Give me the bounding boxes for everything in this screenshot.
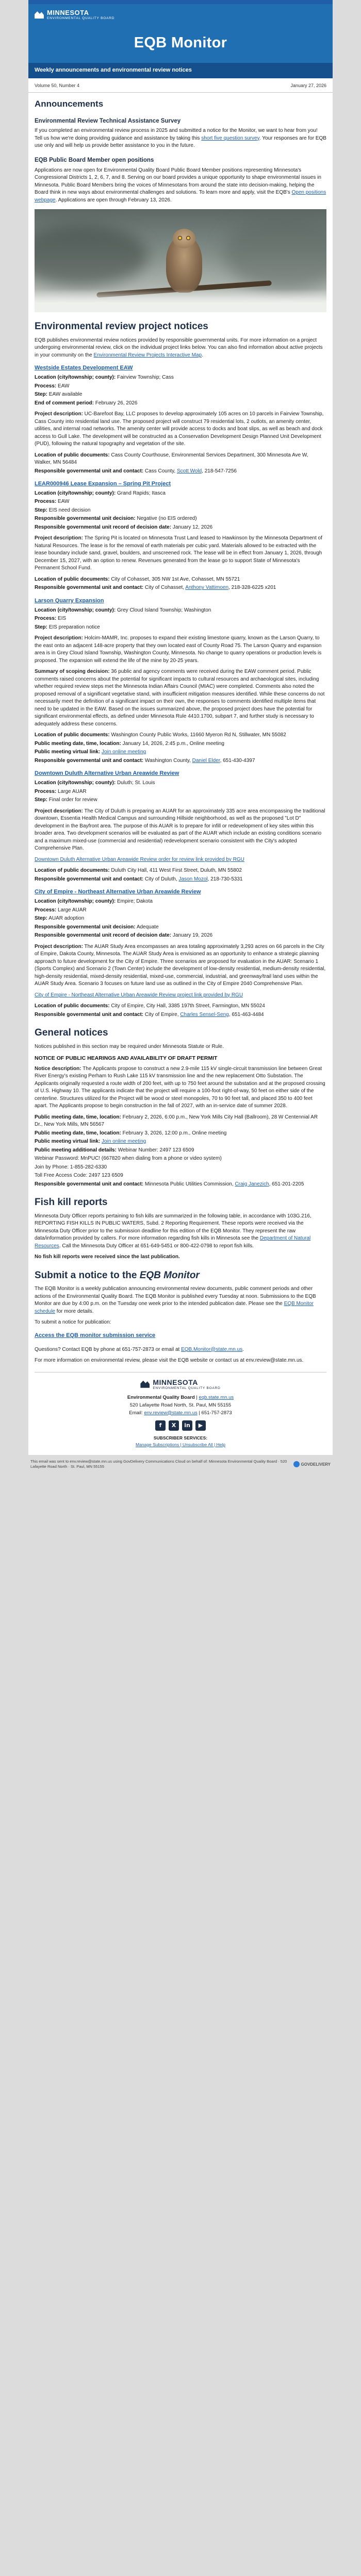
- project-notice: [35, 888, 326, 1019]
- project-docs: Location of public documents: City of Empire, City Hall, 3385 197th Street, Farmington, MN 55024: [35, 1003, 265, 1009]
- project-title-link[interactable]: LEAR000946 Lease Expansion – Spring Pit Project: [35, 481, 171, 487]
- footer-email-link[interactable]: env.review@state.mn.us: [144, 1410, 198, 1416]
- dnr-link[interactable]: Department of Natural Resources: [35, 1235, 311, 1249]
- mn-logo[interactable]: [35, 9, 326, 21]
- board-text: Applications are now open for Environmental Quality Board Public Board Member positions representing Minnesota's Congressional Districts 1, 2, 6, 7, and 8. Serving on our board provides a unique opportunity to shape environmental issues in Minnesota. Public Board Members bring the voices of Minnesotans from around the state into decision-making, helping the Board think in new ways about environmental challenges and solutions. To learn more and apply, visit the EQB's Open positions webpage. Applications are open through February 13, 2026.: [35, 167, 326, 203]
- project-docs: Location of public documents: Washington County Public Works, 11660 Myeron Rd N, Stillwater, MN 55082: [35, 732, 286, 738]
- tagline: Weekly announcements and environmental review notices: [28, 63, 333, 78]
- contact-link[interactable]: Anthony Vattimoen: [185, 585, 229, 591]
- notice-extra-lines: [35, 1155, 326, 1180]
- monitor-email-link[interactable]: EQB.Monitor@state.mn.us: [181, 1346, 243, 1352]
- govdelivery-badge[interactable]: GOVDELIVERY: [293, 1459, 331, 1470]
- issue-volume: Volume 50, Number 4: [35, 82, 80, 88]
- contact-link[interactable]: Charles Sensel-Seng: [180, 1011, 229, 1018]
- project-description: Project description: The AUAR Study Area encompasses an area totaling approximately 3,293 acres on 66 parcels in the City of Empire, Dakota County, Minnesota. The AUAR Study Area is envisioned as an opportunity to enhance a strategic planning approach to future development for the City of Empire. Three scenarios are proposed for evaluation in the AUAR: Scenario 1 (Sports Complex) and Scenario 2 (Town Center) include the development of low-density residential, medium-density residential, high-density residential, mixed-density residential, mixed-use, commercial, industrial, and greenway/trail land uses within the AUAR Study Area. Scenario 3 focuses on future land use as outlined in the City of Empire 2040 Comprehensive Plan.: [35, 943, 326, 987]
- project-field: Location (city/township; county): Duluth; St. Louis: [35, 780, 155, 786]
- project-field: Process: Large AUAR: [35, 907, 87, 913]
- owl-head: [173, 229, 195, 248]
- masthead-title: EQB Monitor: [134, 35, 227, 51]
- scoping-summary: Summary of scoping decision: 36 public and agency comments were received during the EAW comment period. Public comments raised concerns about the potential for significant impacts to cultural resources and archaeological sites, including whether required review steps met the Minnesota Indian Affairs Council (MIAC) were completed. Comments also noted the proposed removal of a significant vegetative stand, with insufficient mitigation measures identified. While these concerns do not necessarily meet the definition of a significant impact on their own, the responses to comments identified multiple items that need to be updated in the EAW. Based on the issues summarized above, the proposed project does have the potential for significant environmental effects, as defined under Minnesota Rule 4410.1700, subpart 7, and further study is necessary to adequately address these concerns.: [35, 669, 325, 727]
- snow: [35, 289, 326, 312]
- top-strip: [28, 0, 333, 4]
- linkedin-icon[interactable]: in: [182, 1420, 192, 1431]
- meeting-field: Public meeting virtual link: Join online meeting: [35, 749, 146, 755]
- review-heading: Environmental review project notices: [35, 321, 208, 332]
- project-doc-link[interactable]: City of Empire - Northeast Alternative Urban Areawide Review project link provided by RGU: [35, 992, 243, 998]
- survey-text: If you completed an environmental review process in 2025 and submitted a notice for the Monitor, we want to hear from you! Tell us how we're doing providing guidance and assistance by taking this short five question survey. Your responses are for EQB use only and will help us provide better assistance to you in the future.: [35, 128, 326, 149]
- notice-field: Public meeting additional details: Webinar Number: 2497 123 6509: [35, 1147, 194, 1153]
- project-field: Process: EIS: [35, 616, 67, 622]
- main-content: [28, 98, 333, 1372]
- meeting-field: Public meeting date, time, location: January 14, 2026, 2:45 p.m., Online meeting: [35, 740, 224, 747]
- project-description: Project description: UC-Barefoot Bay, LLC proposes to develop approximately 105 acres on 10 parcels in Fairview Township, Cass County into residential land use. The proposed project will construct 79 residential lots, 2 outlots, an amenity center, utilities, and internal road networks. The amenity center will provide access to docks and boat slips, as well as beach and dock access to Gull Lake. The development will be constructed as a Conservation Development Design Planned Unit Development (PUD), following the natural topography and vegetation of the site.: [35, 411, 324, 447]
- subscriber-title: SUBSCRIBER SERVICES:: [153, 1435, 208, 1441]
- project-field: Responsible governmental unit decision: Adequate: [35, 924, 159, 930]
- footer-email-line: Email: env.review@state.mn.us | 651-757-2873: [129, 1410, 232, 1416]
- project-field: Process: Large AUAR: [35, 788, 87, 794]
- project-list: [35, 364, 326, 1019]
- newsletter: [28, 0, 333, 1455]
- project-field: Step: EAW available: [35, 392, 83, 397]
- notice-extra-line: Toll Free Access Code: 2497 123 6509: [35, 1173, 123, 1179]
- project-field: Step: EIS need decision: [35, 507, 91, 513]
- website-link[interactable]: eqb.state.mn.us: [199, 1395, 234, 1401]
- notice-description: Notice description: The Applicants propose to construct a new 2.9-mile 115 kV single-circuit transmission line between Great River Energy's existing Perham to Rush Lake 115 kV transmission line and the new replacement Otto Substation. The Applicants originally requested a route width of 200 feet, with up to 750 feet around the substation and at the proposed crossing of U.S. Highway 10. The applicants indicate that the project will require a 100-foot right-of-way, 50 feet on either side of the centerline. Structures utilized for the Project will be wood or steel monopoles, 70 to 90 feet tall, and placed 350 to 400 feet apart. The Applicants propose to begin construction in the fall of 2027, with an in-service date of summer 2028.: [35, 1065, 325, 1109]
- fish-text: Minnesota Duty Officer reports pertaining to fish kills are summarized in the following table, in accordance with 103G.216, REPORTING FISH KILLS IN PUBLIC WATERS, Subd. 2 Reporting Requirement. These reports were received via the Minnesota Duty Officer prior to the submission deadline for this edition of the EQB Monitor. They represent the raw data/information provided by callers. For more information regarding fish kills in Minnesota see the Department of Natural Resources. Call the Minnesota Duty Officer at 651-649-5451 or 800-422-0798 to report fish kills.: [35, 1213, 311, 1249]
- footer-logo[interactable]: MINNESOTA ENVIRONMENTAL QUALITY BOARD: [28, 1379, 333, 1391]
- questions-text: Questions? Contact EQB by phone at 651-757-2873 or email at EQB.Monitor@state.mn.us.: [35, 1346, 244, 1352]
- project-field: Step: AUAR adoption: [35, 916, 85, 922]
- project-notice: [35, 770, 326, 883]
- project-title-link[interactable]: Larson Quarry Expansion: [35, 597, 104, 604]
- owl-eye-right: [186, 236, 190, 240]
- fish-heading: Fish kill reports: [35, 1197, 108, 1208]
- submit-heading: Submit a notice to the EQB Monitor: [35, 1269, 200, 1281]
- project-field: Location (city/township; county): Fairview Township; Cass: [35, 375, 174, 380]
- owl-eye-left: [178, 236, 182, 240]
- notice-contact-link[interactable]: Craig Janezich: [235, 1181, 269, 1187]
- open-positions-link[interactable]: Open positions webpage: [35, 190, 326, 203]
- project-field: Process: EAW: [35, 383, 70, 389]
- notice-field: Public meeting date, time, location: February 2, 2026, 6:00 p.m., New York Mills City Hall (Ballroom), 28 W Centennial AR Dr., New York Mills, MN 56567: [35, 1114, 318, 1128]
- project-contact: Responsible governmental unit and contact: City of Empire, Charles Sensel-Seng, 651-463-4484: [35, 1011, 264, 1018]
- schedule-link[interactable]: EQB Monitor schedule: [35, 1301, 314, 1314]
- project-notice: [35, 364, 326, 475]
- project-field: Location (city/township; county): Grand Rapids; Itasca: [35, 490, 166, 496]
- issue-info: [28, 78, 333, 93]
- footer-address: 520 Lafayette Road North, St. Paul, MN 55155: [129, 1402, 232, 1408]
- project-field: Responsible governmental unit record of decision date: January 19, 2026: [35, 933, 213, 939]
- project-field: Location (city/township; county): Empire; Dakota: [35, 899, 153, 905]
- facebook-icon[interactable]: f: [155, 1420, 166, 1431]
- notice-extra-line: Join by Phone: 1-855-282-6330: [35, 1164, 107, 1170]
- notice-field: Public meeting virtual link: Join online meeting: [35, 1139, 146, 1145]
- project-contact: Responsible governmental unit and contact: City of Cohasset, Anthony Vattimoen, 218-328-6225 x201: [35, 585, 276, 591]
- owl-photo: [35, 209, 326, 312]
- board-title: EQB Public Board Member open positions: [35, 157, 154, 163]
- general-intro: Notices published in this section may be required under Minnesota Statute or Rule.: [35, 1043, 224, 1049]
- to-submit: To submit a notice for publication:: [35, 1319, 111, 1326]
- footer: [28, 1372, 333, 1455]
- submit-text: The EQB Monitor is a weekly publication announcing environmental review documents, public comment periods and other actions of the Environmental Quality Board. The EQB Monitor is published every Tuesday at noon. Submissions to the EQB Monitor are due by 4:00 p.m. on the Tuesday one week prior to the intended publication date. Please see the EQB Monitor schedule for more details.: [35, 1286, 316, 1314]
- mn-state-icon: [35, 11, 44, 19]
- project-contact: Responsible governmental unit and contact: Washington County, Daniel Elder, 651-430-4397: [35, 757, 255, 764]
- project-contact: Responsible governmental unit and contact: City of Duluth, Jason Mozol, 218-730-5331: [35, 876, 243, 882]
- project-title-link[interactable]: Westside Estates Development EAW: [35, 365, 133, 371]
- contact-link[interactable]: Scott Wold: [176, 468, 202, 474]
- project-doc: [35, 992, 326, 999]
- project-docs: Location of public documents: Duluth City Hall, 411 West First Street, Duluth, MN 55802: [35, 868, 242, 874]
- project-description: Project description: Holcim-MAMR, Inc. proposes to expand their existing limestone quarry, known as the Larson Quarry, to the east onto an adjacent 148-acre property that they own located east of County Road 75. The Larson Quarry and expansion area is in Grey Cloud Island Township, Washington County, Minnesota. No change to quarry operations or production levels is proposed. The expansion will extend the life of the mine by 20-25 years.: [35, 635, 322, 664]
- project-notice: [35, 480, 326, 592]
- project-docs: Location of public documents: City of Cohasset, 305 NW 1st Ave, Cohasset, MN 55721: [35, 576, 240, 582]
- issue-date: January 27, 2026: [290, 82, 326, 88]
- social-links: [28, 1420, 333, 1431]
- govdelivery-text: This email was sent to env.review@state.mn.us using GovDelivery Communications Cloud on behalf of: Minnesota Environmental Quality Board · 520 Lafayette Road North · St. Paul, MN 55155: [30, 1459, 287, 1469]
- project-field: Responsible governmental unit decision: Negative (no EIS ordered): [35, 516, 197, 522]
- project-contact: Responsible governmental unit and contact: Cass County, Scott Wold, 218-547-7256: [35, 468, 237, 474]
- notice-fields: [35, 1114, 326, 1155]
- project-field: End of comment period: February 26, 2026: [35, 400, 138, 406]
- footer-agency-line: Environmental Quality Board | eqb.state.mn.us: [127, 1395, 234, 1401]
- subscriber-links[interactable]: Manage Subscriptions | Unsubscribe All | Help: [135, 1442, 226, 1447]
- notice-extra-line: Webinar Password: MnPUC! (667820 when dialing from a phone or video system): [35, 1156, 222, 1162]
- project-description: Project description: The City of Duluth is preparing an AUAR for an approximately 335 acre area encompassing the traditional downtown, Essentia Health Medical Campus and surrounding Hillside neighborhood, as well as the proposed "Lot D" development in the Bayfront area. The purpose of this AUAR is to prepare for infill or redevelopment of key sites within this broader area. Two development scenarios will be evaluated as part of the AUAR which include an existing conditions scenario and a maximum mixed-use (commercial and residential) redevelopment scenario consistent with the City's adopted Comprehensive Plan.: [35, 808, 325, 852]
- header: [28, 4, 333, 78]
- notice-title: NOTICE OF PUBLIC HEARINGS AND AVAILABILITY OF DRAFT PERMIT: [35, 1055, 218, 1062]
- contact-link[interactable]: Jason Mozol: [178, 876, 208, 882]
- project-description: Project description: The Spring Pit is located on Minnesota Trust Land leased to Hawkinson by the Minnesota Department of Natural Resources. The lease is for the removal of earth materials per cubic yard. Materials allowed to be extracted with the lease boundary include sand, gravel, boulders, and unscreened rock. The lease will be in effect from January 1, 2026, through December 15, 2027, with an option to renew. Revenues generated from the lease go to support State of Minnesota's Permanent School Fund.: [35, 535, 322, 571]
- project-field: Process: EAW: [35, 499, 70, 505]
- logo-agency: ENVIRONMENTAL QUALITY BOARD: [47, 16, 115, 21]
- meeting-link[interactable]: Join online meeting: [102, 749, 146, 755]
- fish-none: No fish kill reports were received since the last publication.: [35, 1254, 180, 1260]
- logo-state: MINNESOTA: [47, 9, 89, 17]
- meeting-link[interactable]: Join online meeting: [102, 1139, 146, 1145]
- project-title-link[interactable]: City of Empire - Northeast Alternative Urban Areawide Review: [35, 889, 201, 895]
- project-field: Step: Final order for review: [35, 797, 97, 803]
- review-intro: EQB publishes environmental review notices provided by responsible governmental units. For more information on a project undergoing environmental review, click on the individual project links below. You can also find information about active projects in your community on the Environmental Review Projects Interactive Map.: [35, 337, 323, 358]
- project-field: Step: EIS preparation notice: [35, 624, 100, 630]
- more-info-text: For more information on environmental review, please visit the EQB website or contact us at env.review@state.mn.us.: [35, 1358, 304, 1364]
- survey-title: Environmental Review Technical Assistance Survey: [35, 117, 181, 124]
- interactive-map-link[interactable]: Environmental Review Projects Interactive Map: [93, 352, 202, 358]
- project-title-link[interactable]: Downtown Duluth Alternative Urban Areawide Review: [35, 770, 179, 777]
- survey-link[interactable]: short five question survey: [201, 135, 259, 141]
- govdelivery-icon: [293, 1461, 300, 1467]
- mn-state-icon: [140, 1381, 150, 1388]
- project-field: Location (city/township; county): Grey Cloud Island Township; Washington: [35, 607, 211, 613]
- youtube-icon[interactable]: ▶: [195, 1420, 206, 1431]
- outer-footer: [28, 1455, 333, 1475]
- project-doc: [35, 856, 326, 864]
- project-doc-link[interactable]: Downtown Duluth Alternative Urban Areawide Review order for review link provided by RGU: [35, 856, 244, 862]
- contact-link[interactable]: Daniel Elder: [192, 757, 220, 764]
- x-icon[interactable]: X: [169, 1420, 179, 1431]
- notice-contact: Responsible governmental unit and contact: Minnesota Public Utilities Commission, Craig Janezich, 651-201-2205: [35, 1181, 304, 1187]
- submission-service-link[interactable]: Access the EQB monitor submission service: [35, 1332, 156, 1338]
- project-notice: [35, 597, 326, 765]
- project-docs: Location of public documents: Cass County Courthouse, Environmental Services Department, 300 Minnesota Ave W, Walker, MN 56484: [35, 452, 308, 465]
- general-heading: General notices: [35, 1027, 108, 1039]
- announcements-heading: Announcements: [35, 99, 104, 109]
- project-field: Responsible governmental unit record of decision date: January 12, 2026: [35, 524, 213, 530]
- notice-field: Public meeting date, time, location: February 3, 2026, 12:00 p.m., Online meeting: [35, 1130, 227, 1136]
